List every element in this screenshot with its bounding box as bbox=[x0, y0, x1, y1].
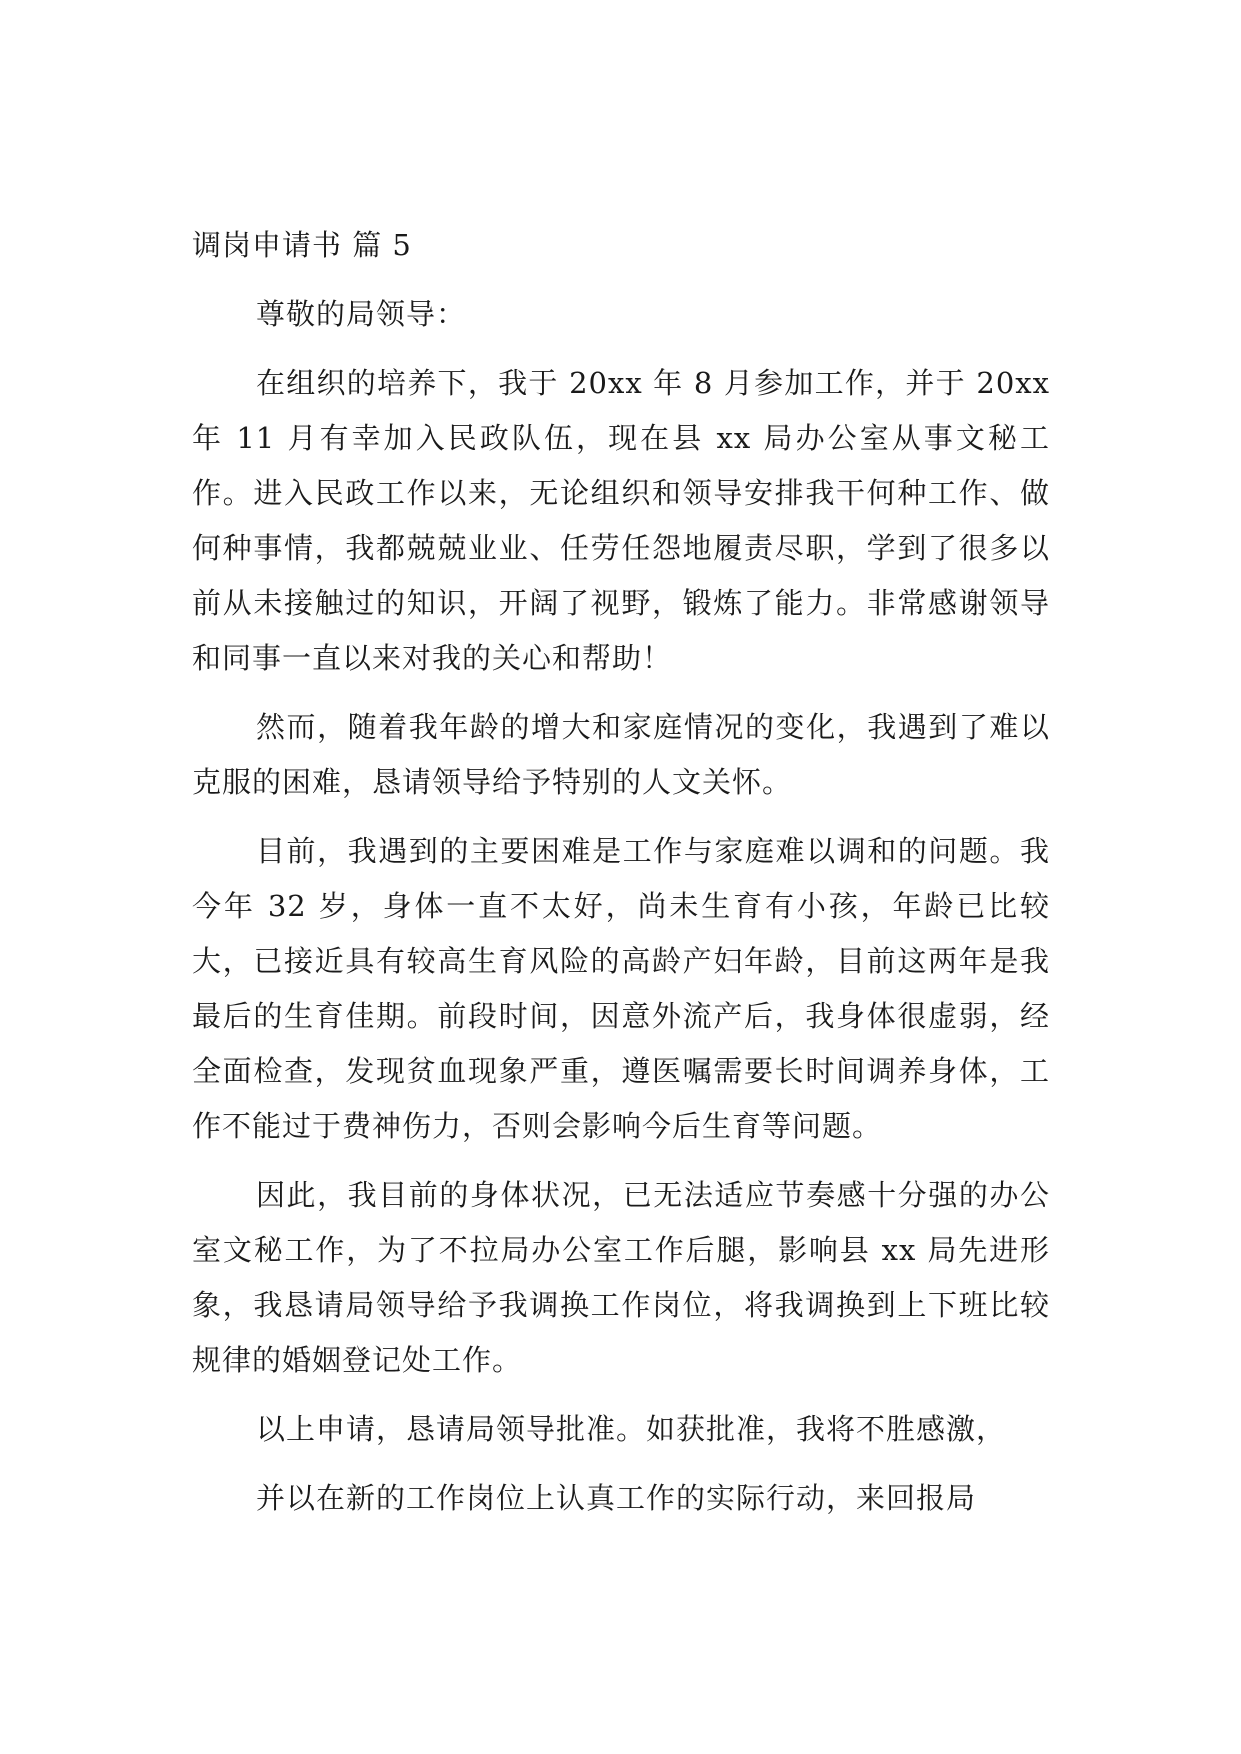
paragraph-main-difficulty: 目前，我遇到的主要困难是工作与家庭难以调和的问题。我今年 32 岁，身体一直不太好，尚未生育有小孩，年龄已比较大，已接近具有较高生育风险的高龄产妇年龄，目前这两年是我最后的生育佳期。前段时间，因意外流产后，我身体很虚弱，经全面检查，发现贫血现象严重，遵医嘱需要长时间调养身体，工作不能过于费神伤力，否则会影响今后生育等问题。 bbox=[192, 834, 1050, 1143]
paragraph-request-reason: 因此，我目前的身体状况，已无法适应节奏感十分强的办公室文秘工作，为了不拉局办公室工作后腿，影响县 xx 局先进形象，我恳请局领导给予我调换工作岗位，将我调换到上下班比较规律的婚姻登记处工作。 bbox=[192, 1178, 1050, 1377]
paragraph-difficulty-intro: 然而，随着我年龄的增大和家庭情况的变化，我遇到了难以克服的困难，恳请领导给予特别的人文关怀。 bbox=[192, 710, 1050, 799]
document-body bbox=[192, 218, 1050, 1540]
salutation: 尊敬的局领导： bbox=[256, 297, 467, 331]
document-title: 调岗申请书 篇 5 bbox=[192, 228, 412, 262]
paragraph-background: 在组织的培养下，我于 20xx 年 8 月参加工作，并于 20xx 年 11 月有幸加入民政队伍，现在县 xx 局办公室从事文秘工作。进入民政工作以来，无论组织和领导安排我干何种工作、做何种事情，我都兢兢业业、任劳任怨地履责尽职，学到了很多以前从未接触过的知识，开阔了视野，锻炼了能力。非常感谢领导和同事一直以来对我的关心和帮助！ bbox=[192, 366, 1050, 675]
paragraph-continue-line: 并以在新的工作岗位上认真工作的实际行动，来回报局 bbox=[256, 1481, 977, 1515]
paragraph-request-line: 以上申请，恳请局领导批准。如获批准，我将不胜感激， bbox=[256, 1412, 1007, 1446]
